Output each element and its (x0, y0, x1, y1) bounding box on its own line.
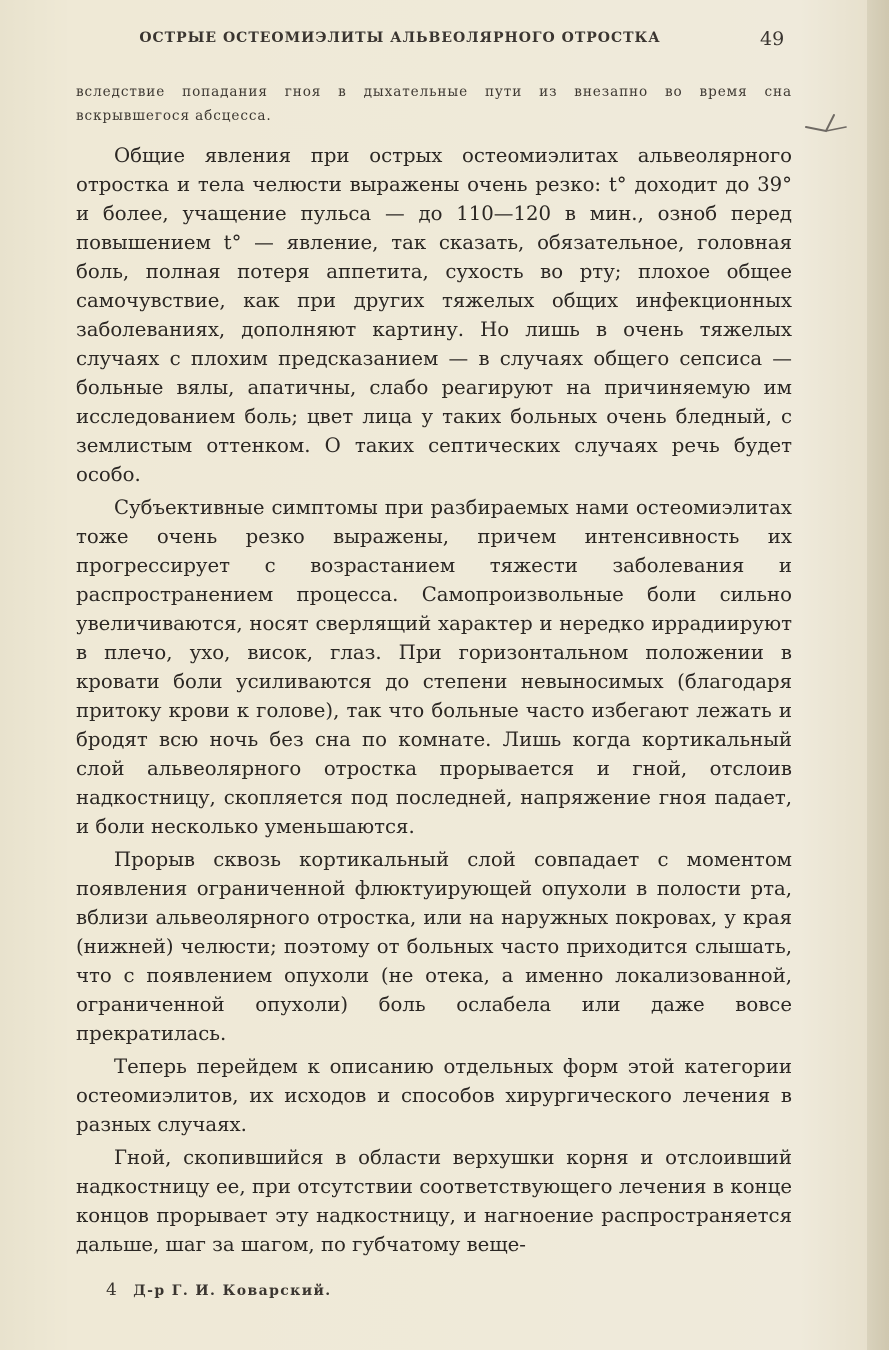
paragraph-forms-overview: Теперь перейдем к описанию отдельных форм этой категории остеомиэлитов, их исходов и способов хирургического лечения в разных случаях. (76, 1055, 792, 1136)
signature-number: 4 (106, 1280, 117, 1300)
page-number: 49 (760, 28, 785, 50)
running-title: ОСТРЫЕ ОСТЕОМИЭЛИТЫ АЛЬВЕОЛЯРНОГО ОТРОСТКА (139, 30, 661, 46)
signature-text: Д-р Г. И. Коварский. (133, 1283, 332, 1299)
paragraph-general-symptoms: Общие явления при острых остеомиэлитах альвеолярного отростка и тела челюсти выражены очень резко: t° доходит до 39° и более, учащение пульса — до 110—120 в мин., озноб перед повышением t° — явление, так сказать, обязательное, головная боль, полная потеря аппетита, сухость во рту; плохое общее самочувствие, как при других тяжелых общих инфекционных заболеваниях, дополняют картину. Но лишь в очень тяжелых случаях с плохим предсказанием — в случаях общего сепсиса — больные вялы, апатичны, слабо реагируют на причиняемую им исследованием боль; цвет лица у таких больных очень бледный, с землистым оттенком. О таких септических случаях речь будет особо. (76, 144, 792, 486)
pencil-checkmark-icon (800, 105, 850, 145)
printer-signature (106, 1280, 332, 1300)
page-edge (867, 0, 889, 1350)
paragraph-subjective-symptoms: Субъективные симптомы при разбираемых нами остеомиэлитах тоже очень резко выражены, причем интенсивность их прогрессирует с возрастанием тяжести заболевания и распространением процесса. Самопроизвольные боли сильно увеличиваются, носят сверлящий характер и нередко иррадиируют в плечо, ухо, висок, глаз. При горизонтальном положении в кровати боли усиливаются до степени невыносимых (благодаря притоку крови к голове), так что больные часто избегают лежать и бродят всю ночь без сна по комнате. Лишь когда кортикальный слой альвеолярного отростка прорывается и гной, отслоив надкостницу, скопляется под последней, напряжение гноя падает, и боли несколько уменьшаются. (76, 496, 792, 838)
paragraph-cortical-breakthrough: Прорыв сквозь кортикальный слой совпадает с моментом появления ограниченной флюктуирующей опухоли в полости рта, вблизи альвеолярного отростка, или на наружных покровах, у края (нижней) челюсти; поэтому от больных часто приходится слышать, что с появлением опухоли (не отека, а именно локализованной, ограниченной опухоли) боль ослабела или даже вовсе прекратилась. (76, 848, 792, 1045)
main-text (76, 141, 792, 1263)
carryover-text: вследствие попадания гноя в дыхательные пути из внезапно во время сна вскрывшегося абсцесса. (76, 84, 792, 124)
paragraph-pus-spread: Гной, скопившийся в области верхушки корня и отслоивший надкостницу ее, при отсутствии соответствующего лечения в конце концов прорывает эту надкостницу, и нагноение распространяется дальше, шаг за шагом, по губчатому веще- (76, 1146, 792, 1256)
